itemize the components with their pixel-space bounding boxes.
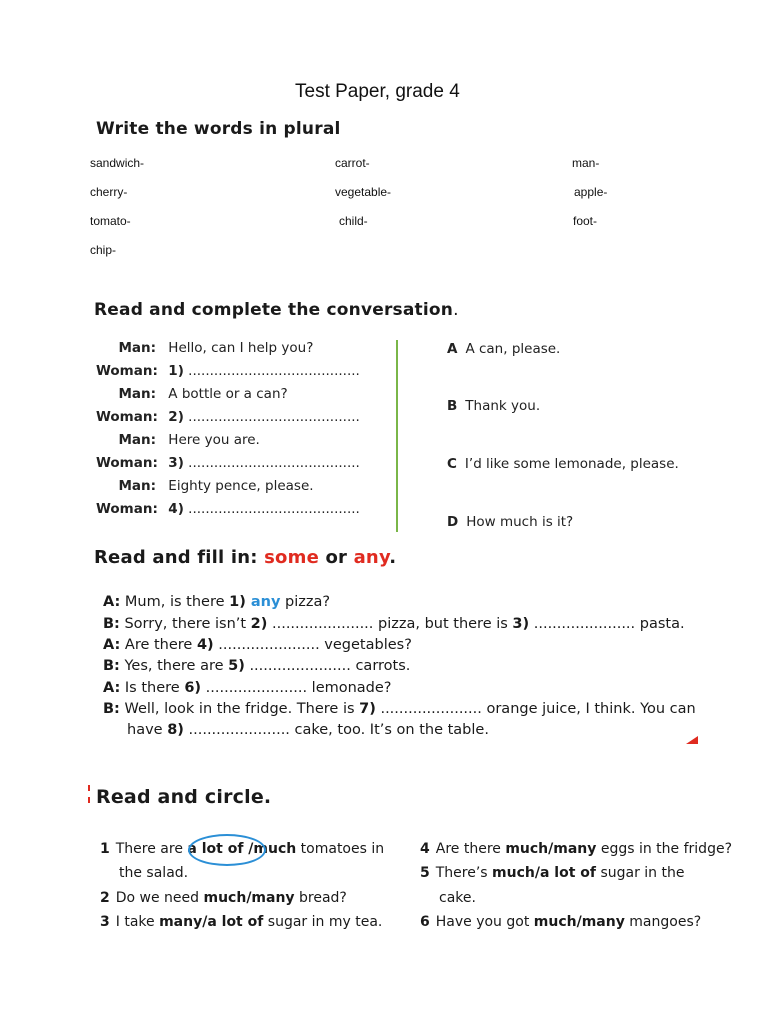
circle-question-1-cont: the salad. bbox=[119, 865, 189, 881]
fill-line-4: B: Yes, there are 5) ...................... carrots. bbox=[103, 658, 411, 674]
circle-question-3: 3 I take many/a lot of sugar in my tea. bbox=[100, 914, 383, 930]
conversation-line: Man: A bottle or a can? bbox=[118, 386, 288, 402]
word-cherry: cherry- bbox=[90, 185, 128, 199]
word-tomato: tomato- bbox=[90, 214, 131, 228]
conversation-line: Man: Eighty pence, please. bbox=[118, 478, 314, 494]
word-sandwich: sandwich- bbox=[90, 156, 145, 170]
circle-question-5-cont: cake. bbox=[439, 890, 476, 906]
conversation-line: Man: Hello, can I help you? bbox=[118, 340, 314, 356]
section-heading-fill-in: Read and fill in: some or any. bbox=[94, 547, 397, 568]
word-chip: chip- bbox=[90, 243, 117, 257]
word-foot: foot- bbox=[573, 214, 598, 228]
word-child: child- bbox=[339, 214, 368, 228]
answer-circle bbox=[188, 834, 266, 866]
divider-line bbox=[396, 340, 398, 532]
fill-line-6: B: Well, look in the fridge. There is 7) ...................... orange juice, I think. You can bbox=[103, 701, 696, 717]
fill-line-7: have 8) ...................... cake, too. It’s on the table. bbox=[127, 722, 489, 738]
option-c: C I’d like some lemonade, please. bbox=[447, 456, 679, 472]
word-apple: apple- bbox=[574, 185, 608, 199]
circle-question-5: 5 There’s much/a lot of sugar in the bbox=[420, 865, 685, 881]
red-corner-mark bbox=[88, 785, 95, 803]
circle-question-4: 4 Are there much/many eggs in the fridge? bbox=[420, 841, 733, 857]
conversation-line: Man: Here you are. bbox=[118, 432, 260, 448]
conversation-line: Woman: 2) ........................................ bbox=[96, 409, 360, 425]
conversation-line: Woman: 1) ........................................ bbox=[96, 363, 360, 379]
section-heading-circle: Read and circle. bbox=[96, 786, 272, 808]
word-vegetable: vegetable- bbox=[335, 185, 392, 199]
fill-line-5: A: Is there 6) ...................... lemonade? bbox=[103, 680, 392, 696]
option-b: B Thank you. bbox=[447, 398, 541, 414]
option-a: A A can, please. bbox=[447, 341, 561, 357]
conversation-line: Woman: 4) ........................................ bbox=[96, 501, 360, 517]
fill-line-2: B: Sorry, there isn’t 2) ...................... pizza, but there is 3) ...................... pasta. bbox=[103, 616, 685, 632]
section-heading-conversation: Read and complete the conversation. bbox=[94, 300, 459, 320]
circle-question-1: 1 There are a lot of /much tomatoes in bbox=[100, 841, 385, 857]
option-d: D How much is it? bbox=[447, 514, 574, 530]
red-mark bbox=[686, 736, 698, 744]
page-title: Test Paper, grade 4 bbox=[295, 81, 460, 102]
fill-line-3: A: Are there 4) ...................... vegetables? bbox=[103, 637, 412, 653]
word-carrot: carrot- bbox=[335, 156, 370, 170]
conversation-line: Woman: 3) ........................................ bbox=[96, 455, 360, 471]
fill-line-1: A: Mum, is there 1) any pizza? bbox=[103, 594, 331, 610]
word-man: man- bbox=[572, 156, 600, 170]
section-heading-plural: Write the words in plural bbox=[96, 119, 341, 139]
circle-question-2: 2 Do we need much/many bread? bbox=[100, 890, 347, 906]
circle-question-6: 6 Have you got much/many mangoes? bbox=[420, 914, 702, 930]
